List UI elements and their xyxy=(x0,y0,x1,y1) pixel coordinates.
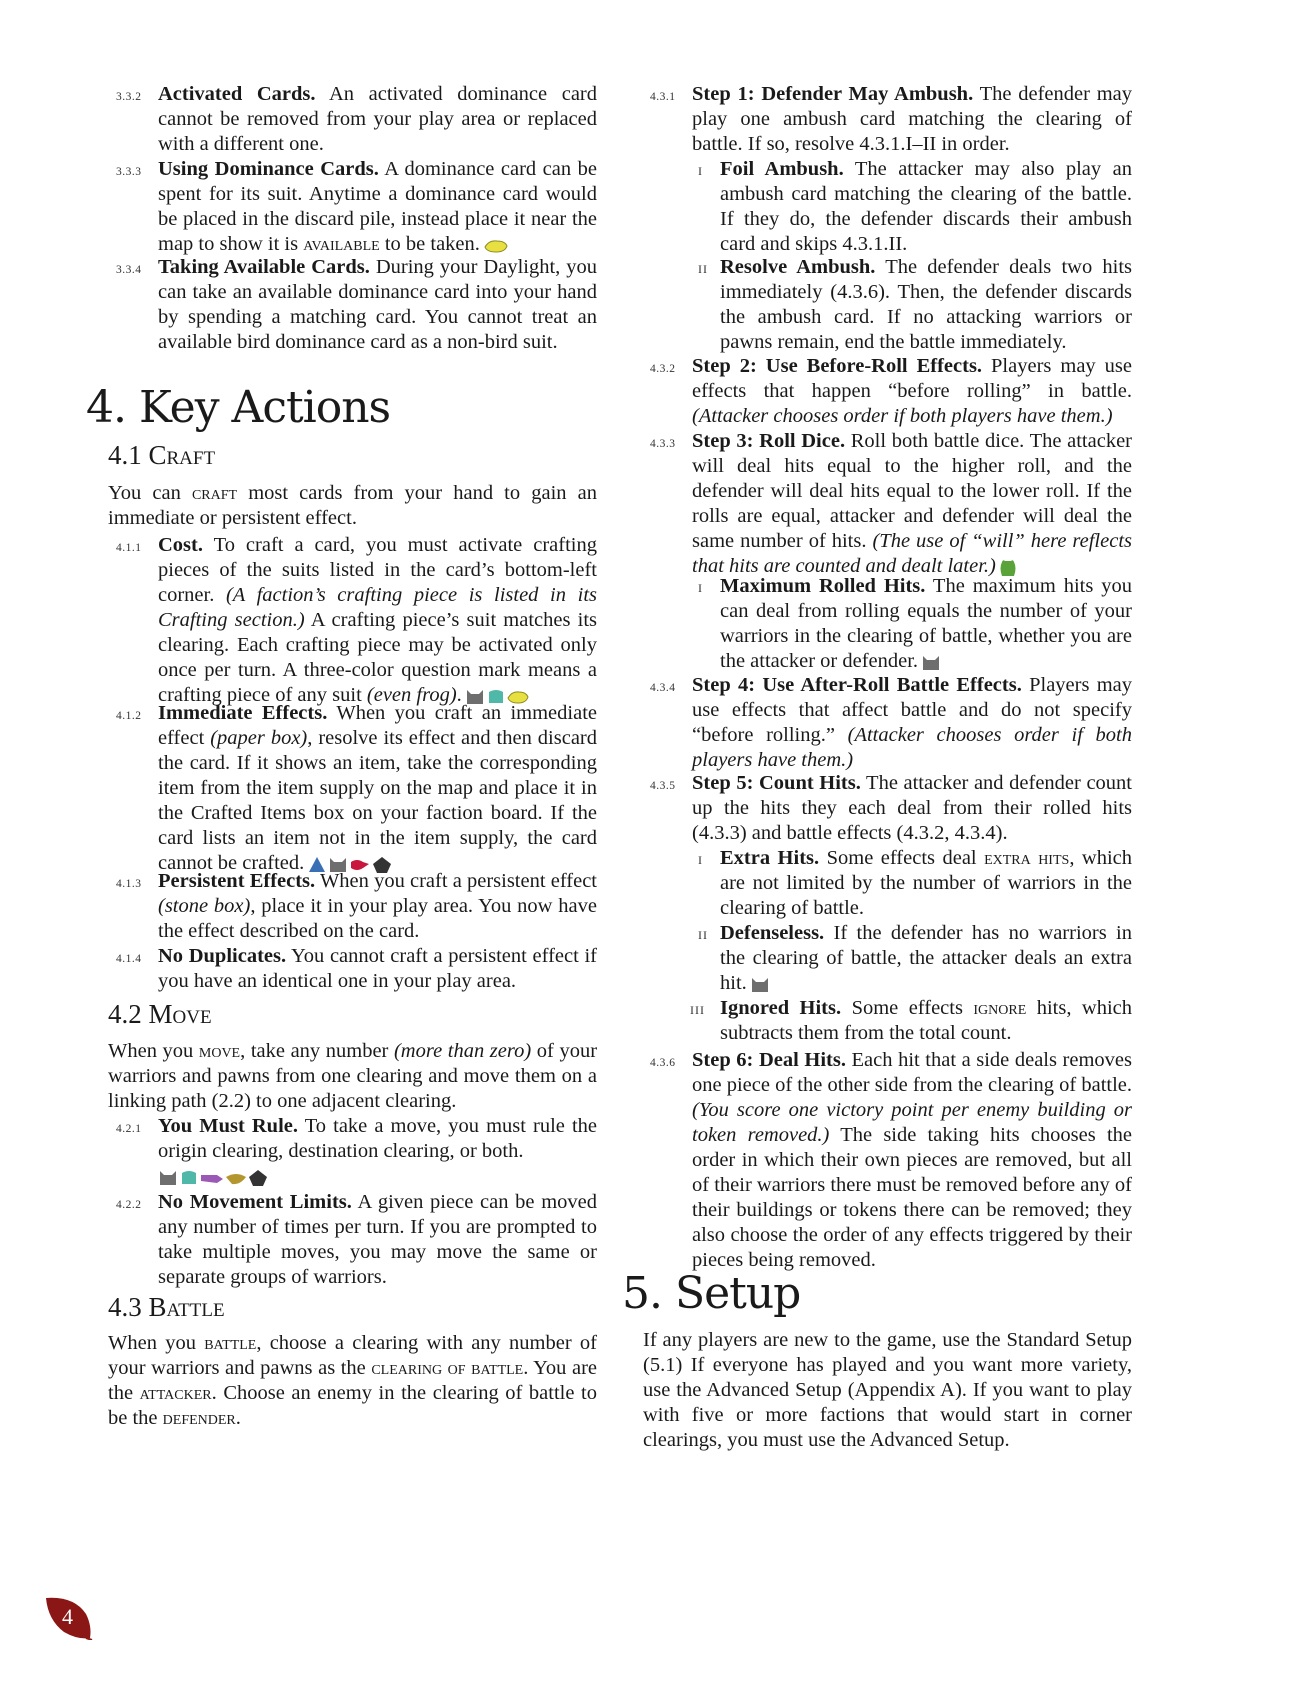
rule-number: 4.1.4 xyxy=(116,953,142,965)
rule-text: Defenseless. If the defender has no warriors in the clearing of battle, the attacker deals an extra hit. xyxy=(720,921,1132,997)
section-heading-setup: 5. Setup xyxy=(622,1268,801,1319)
move-intro: When you move, take any number (more than zero) of your warriors and pawns from one clearing and move them on a linking path (2.2) to one adjacent clearing. xyxy=(108,1040,598,1112)
rule-text: Using Dominance Cards. A dominance card can be spent for its suit. Anytime a dominance card would be placed in the discard pile, instead place it near the map to show it is available to be taken. xyxy=(158,157,597,258)
rule-4-1-2 xyxy=(116,701,597,877)
rule-number: 3.3.3 xyxy=(116,166,142,178)
rule-title: Persistent Effects. xyxy=(158,870,316,892)
rule-4-3-5 xyxy=(650,771,1132,846)
rule-4-3-1 xyxy=(650,82,1132,157)
rule-number: 3.3.2 xyxy=(116,91,142,103)
rule-4-3-2 xyxy=(650,354,1132,429)
raccoon-icon xyxy=(248,1165,268,1190)
rule-4-3-3-i xyxy=(698,574,1132,675)
rule-title: Step 4: Use After-Roll Battle Effects. xyxy=(692,674,1022,696)
lizard-icon xyxy=(200,1165,224,1190)
rule-number: 4.3.1 xyxy=(650,91,676,103)
rule-text: Ignored Hits. Some effects ignore hits, which subtracts them from the total count. xyxy=(720,997,1132,1044)
rule-title: Extra Hits. xyxy=(720,847,820,869)
rule-title: Defenseless. xyxy=(720,922,825,944)
rule-number: III xyxy=(690,1003,705,1017)
rule-4-3-5-iii xyxy=(690,996,1132,1046)
rule-text: Resolve Ambush. The defender deals two hits immediately (4.3.6). Then, the defender discards the ambush card. If no attacking warriors or pawns remain, end the battle immediately. xyxy=(720,256,1132,353)
rule-number: 4.3.4 xyxy=(650,682,676,694)
rule-number: 4.1.1 xyxy=(116,542,142,554)
rule-title: No Movement Limits. xyxy=(158,1191,352,1213)
rule-text: Extra Hits. Some effects deal extra hits, which are not limited by the number of warriors in the clearing of battle. xyxy=(720,847,1132,919)
rule-text: Step 6: Deal Hits. Each hit that a side deals removes one piece of the other side from the clearing of battle. (You score one victory point per enemy building or token removed.) The side taking hits chooses the order in which their own pieces are removed, but all of their warriors there must be removed before any of their buildings or tokens there can be removed; they also choose the order of any effects triggered by their pieces being removed. xyxy=(692,1049,1133,1271)
rule-title: No Duplicates. xyxy=(158,945,287,967)
rule-number: 4.3.2 xyxy=(650,363,676,375)
rule-4-3-1-ii xyxy=(698,255,1132,355)
subsection-heading-craft: 4.1 Craft xyxy=(108,440,216,470)
otter-icon xyxy=(179,1165,199,1190)
rule-number: I xyxy=(698,853,703,867)
rule-title: Activated Cards. xyxy=(158,83,316,105)
rule-text: Cost. To craft a card, you must activate crafting pieces of the suits listed in the card’s bottom-left corner. (A faction’s crafting piece is listed in its Crafting section.) A crafting piece’s suit matches its clearing. Each crafting piece may be activated only once per turn. A three-color question mark means a crafting piece of any suit (even frog). xyxy=(158,533,597,709)
rule-title: You Must Rule. xyxy=(158,1115,299,1137)
rule-text: Immediate Effects. When you craft an immediate effect (paper box), resolve its effect and then discard the card. If it shows an item, take the corresponding item from the item supply on the map and place it in the Crafted Items box on your faction board. If the card lists an item not in the item supply, the card cannot be crafted. xyxy=(158,701,597,877)
rule-number: II xyxy=(698,928,708,942)
rule-4-3-4 xyxy=(650,673,1132,773)
rule-text: Foil Ambush. The attacker may also play an ambush card matching the clearing of the battle. If they do, the defender discards their ambush card and skips 4.3.1.II. xyxy=(720,158,1132,255)
rule-text: Step 2: Use Before-Roll Effects. Players may use effects that happen “before rolling” in battle. (Attacker chooses order if both players have them.) xyxy=(692,355,1132,427)
rule-text: Step 5: Count Hits. The attacker and defender count up the hits they each deal from their rolled hits (4.3.3) and battle effects (4.3.2, 4.3.4). xyxy=(692,772,1132,844)
rule-number: II xyxy=(698,262,708,276)
rule-text: No Duplicates. You cannot craft a persistent effect if you have an identical one in your play area. xyxy=(158,945,597,992)
rule-title: Cost. xyxy=(158,534,203,556)
rule-4-3-1-i xyxy=(698,157,1132,257)
cat-icon xyxy=(158,1165,178,1190)
rule-text: Persistent Effects. When you craft a persistent effect (stone box), place it in your play area. You now have the effect described on the card. xyxy=(158,870,597,942)
rule-number: I xyxy=(698,581,703,595)
rule-title: Immediate Effects. xyxy=(158,702,328,724)
rule-text: No Movement Limits. A given piece can be moved any number of times per turn. If you are prompted to take multiple moves, you may move the same or separate groups of warriors. xyxy=(158,1191,597,1288)
rule-title: Resolve Ambush. xyxy=(720,256,876,278)
rule-4-3-5-i xyxy=(698,846,1132,921)
rule-number: 4.1.3 xyxy=(116,878,142,890)
rule-title: Using Dominance Cards. xyxy=(158,158,379,180)
rule-number: 3.3.4 xyxy=(116,264,142,276)
faction-icons xyxy=(158,1164,597,1188)
rule-title: Step 3: Roll Dice. xyxy=(692,430,846,452)
rule-4-2-1 xyxy=(116,1114,597,1188)
rule-4-1-3 xyxy=(116,869,597,944)
rule-text: Step 1: Defender May Ambush. The defender may play one ambush card matching the clearing of battle. If so, resolve 4.3.1.I–II in order. xyxy=(692,83,1132,155)
rule-4-3-3 xyxy=(650,429,1132,580)
rule-title: Step 5: Count Hits. xyxy=(692,772,861,794)
rule-text: You Must Rule. To take a move, you must rule the origin clearing, destination clearing, or both. xyxy=(158,1115,597,1162)
rule-number: 4.3.6 xyxy=(650,1057,676,1069)
page-number: 4 xyxy=(62,1604,73,1629)
section-heading-key-actions: 4. Key Actions xyxy=(86,382,391,433)
rule-number: 4.2.1 xyxy=(116,1123,142,1135)
cat-icon xyxy=(921,650,941,675)
rule-title: Taking Available Cards. xyxy=(158,256,370,278)
rule-text: Step 3: Roll Dice. Roll both battle dice. The attacker will deal hits equal to the higher roll, and the defender will deal hits equal to the lower roll. If the rolls are equal, attacker and defender will deal the same number of hits. (The use of “will” here reflects that hits are counted and dealt later.) xyxy=(692,429,1132,580)
rule-4-3-5-ii xyxy=(698,921,1132,997)
rule-text: Step 4: Use After-Roll Battle Effects. Players may use effects that affect battle and do not specify “before rolling.” (Attacker chooses order if both players have them.) xyxy=(692,674,1133,771)
rule-3-3-3 xyxy=(116,157,597,258)
rule-text: Taking Available Cards. During your Daylight, you can take an available dominance card into your hand by spending a matching card. You cannot treat an available bird dominance card as a non-bird suit. xyxy=(158,256,597,353)
craft-intro: You can craft most cards from your hand to gain an immediate or persistent effect. xyxy=(108,482,598,529)
rule-title: Maximum Rolled Hits. xyxy=(720,575,926,597)
rule-3-3-4 xyxy=(116,255,597,355)
rule-4-1-1 xyxy=(116,533,597,709)
rule-text: Maximum Rolled Hits. The maximum hits you can deal from rolling equals the number of your warriors in the clearing of battle, whether you are the attacker or defender. xyxy=(720,574,1132,675)
subsection-heading-battle: 4.3 Battle xyxy=(108,1292,225,1322)
rule-number: 4.3.3 xyxy=(650,438,676,450)
subsection-heading-move: 4.2 Move xyxy=(108,999,212,1029)
rule-title: Foil Ambush. xyxy=(720,158,844,180)
rule-4-3-6 xyxy=(650,1048,1132,1273)
rule-number: I xyxy=(698,164,703,178)
mole-icon xyxy=(225,1165,247,1190)
rule-title: Step 2: Use Before-Roll Effects. xyxy=(692,355,983,377)
setup-intro: If any players are new to the game, use the Standard Setup (5.1) If everyone has played and you want more variety, use the Advanced Setup (Appendix A). If you want to play with five or more factions that would start in corner clearings, you must use the Advanced Setup. xyxy=(643,1329,1132,1451)
rule-text: Activated Cards. An activated dominance card cannot be removed from your play area or replaced with a different one. xyxy=(158,83,597,155)
rule-number: 4.1.2 xyxy=(116,710,142,722)
rule-title: Step 1: Defender May Ambush. xyxy=(692,83,974,105)
battle-intro: When you battle, choose a clearing with any number of your warriors and pawns as the clearing of battle. You are the attacker. Choose an enemy in the clearing of battle to be the defender. xyxy=(108,1332,598,1429)
rule-title: Ignored Hits. xyxy=(720,997,842,1019)
rule-3-3-2 xyxy=(116,82,597,157)
rule-number: 4.3.5 xyxy=(650,780,676,792)
cat-icon xyxy=(750,972,770,997)
rule-4-2-2 xyxy=(116,1190,597,1290)
rule-number: 4.2.2 xyxy=(116,1199,142,1211)
rule-title: Step 6: Deal Hits. xyxy=(692,1049,846,1071)
rule-4-1-4 xyxy=(116,944,597,994)
